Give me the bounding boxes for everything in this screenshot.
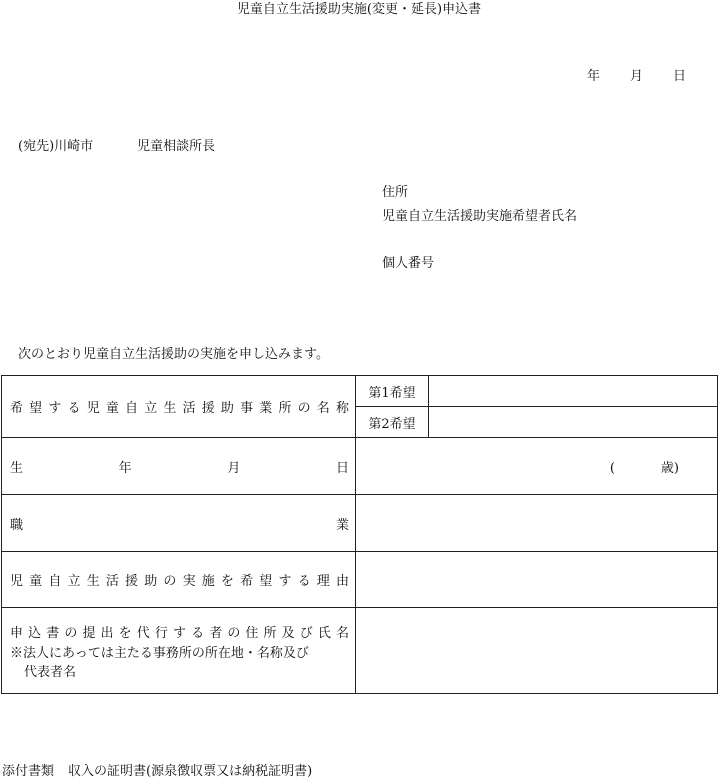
occupation-label: 職 業 — [10, 517, 349, 533]
attachments-label: 添付書類 — [2, 764, 55, 779]
applicant-name-label: 児童自立生活援助実施希望者氏名 — [382, 209, 578, 224]
intro-text: 次のとおり児童自立生活援助の実施を申し込みます。 — [18, 347, 329, 362]
age-close: 歳) — [660, 460, 679, 476]
birthdate-field[interactable] — [356, 438, 718, 495]
agent-note-line1: ※法人にあっては主たる事務所の所在地・名称及び — [10, 645, 309, 661]
agent-label: 申込書の提出を代行する者の住所及び氏名 — [10, 626, 349, 641]
addressee-office: 児童相談所長 — [137, 139, 216, 154]
date-year-label: 年 — [586, 69, 600, 84]
reason-label: 児童自立生活援助の実施を希望する理由 — [10, 574, 349, 589]
table-row-facility-1 — [2, 376, 718, 407]
table-row-agent — [2, 608, 718, 694]
agent-note-line2: 代表者名 — [24, 665, 77, 680]
attachments-line — [2, 764, 312, 780]
table-row-reason — [2, 552, 718, 608]
choice1-field[interactable] — [429, 376, 718, 407]
choice2-field[interactable] — [429, 407, 718, 438]
table-row-occupation — [2, 495, 718, 552]
facility-label: 希望する児童自立生活援助事業所の名称 — [10, 401, 349, 416]
birthdate-label-cell — [2, 438, 356, 495]
reason-label-cell — [2, 552, 356, 608]
attachments-content: 収入の証明書(源泉徴収票又は納税証明書) — [68, 764, 313, 779]
date-day-label: 日 — [672, 69, 686, 84]
birthdate-label: 生 年 月 日 — [10, 460, 349, 476]
applicant-address-label: 住所 — [382, 185, 409, 200]
agent-label-cell — [2, 608, 356, 694]
choice1-label: 第1希望 — [356, 376, 429, 407]
choice2-label: 第2希望 — [356, 407, 429, 438]
application-table — [1, 375, 718, 694]
addressee-city: (宛先)川崎市 — [18, 139, 94, 154]
agent-field[interactable] — [356, 608, 718, 694]
occupation-label-cell — [2, 495, 356, 552]
facility-label-cell — [2, 376, 356, 438]
applicant-number-label: 個人番号 — [382, 256, 435, 271]
form-title: 児童自立生活援助実施(変更・延長)申込書 — [236, 2, 482, 17]
table-row-birthdate — [2, 438, 718, 495]
date-month-label: 月 — [629, 69, 643, 84]
date-line — [587, 69, 686, 85]
reason-field[interactable] — [356, 552, 718, 608]
age-open: ( — [609, 460, 615, 476]
occupation-field[interactable] — [356, 495, 718, 552]
addressee — [18, 139, 215, 155]
